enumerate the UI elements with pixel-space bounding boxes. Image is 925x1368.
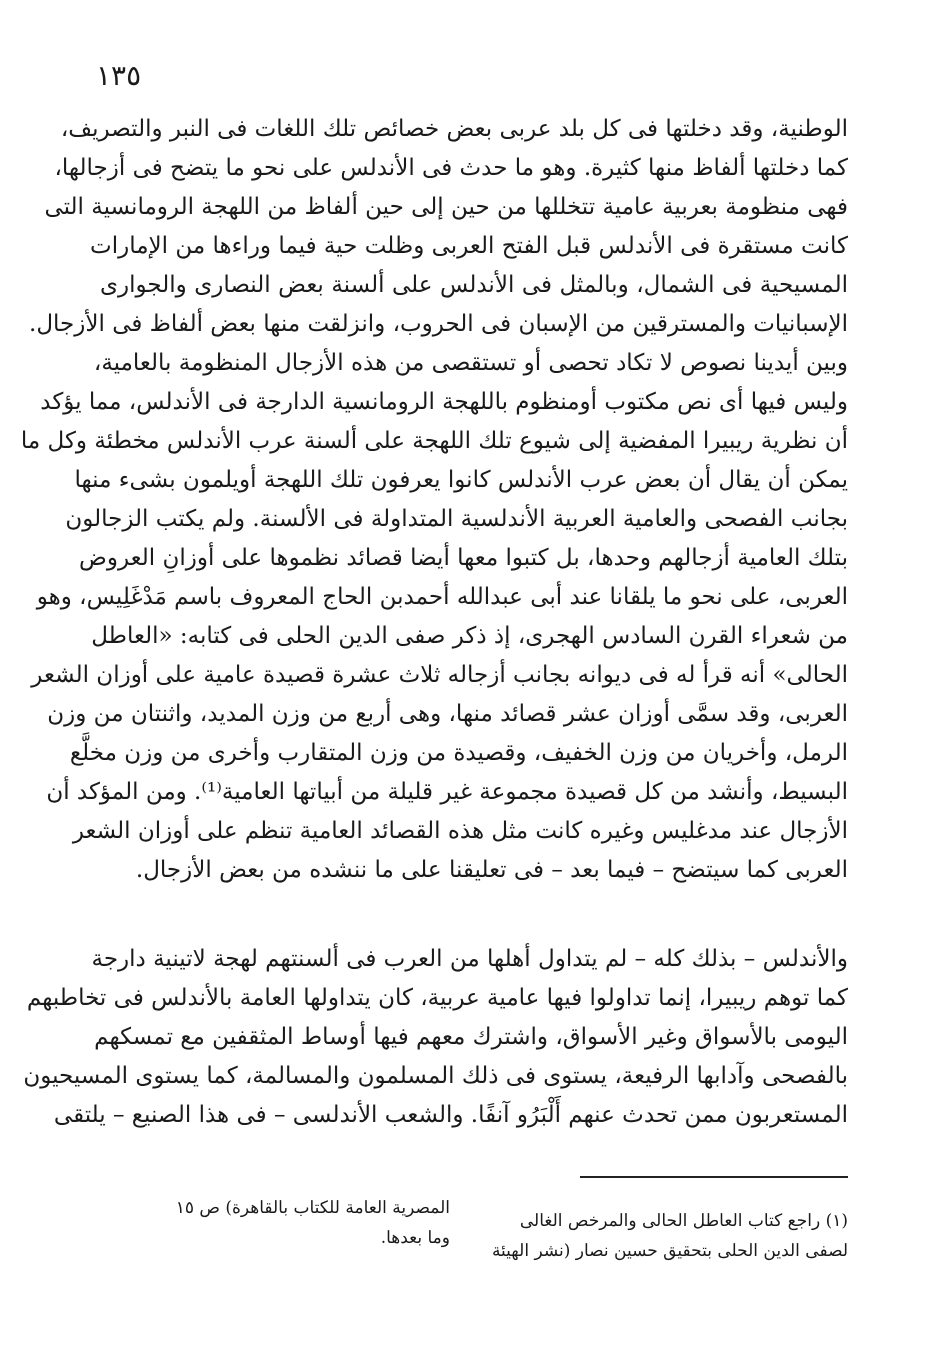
text-line: المسيحية فى الشمال، وبالمثل فى الأندلس على ألسنة بعض النصارى والجوارى (100, 272, 848, 298)
text-line: كما دخلتها ألفاظ منها كثيرة. وهو ما حدث فى الأندلس على نحو ما يتضح فى أزجالها، (54, 155, 848, 181)
text-line: فهى منظومة بعربية عامية تتخللها من حين إلى حين ألفاظ من اللهجة الرومانسية التى (44, 194, 848, 220)
text-line: وبين أيدينا نصوص لا تكاد تحصى أو تستقصى من هذه الأزجال المنظومة بالعامية، (93, 350, 848, 376)
text-line: العربى، وقد سمَّى أوزان عشر قصائد منها، وهى أربع من وزن المديد، واثنتان من وزن (47, 701, 848, 727)
text-line: كما توهم ريبيرا، إنما تداولوا فيها عامية عربية، كان يتداولها العامة بالأندلس فى تخاطبهم (26, 985, 848, 1011)
paragraph-2 (23, 940, 848, 1135)
footnote-line: (١) راجع كتاب العاطل الحالى والمرخص الغالى (519, 1211, 848, 1231)
text-line: الرمل، وأخريان من وزن الخفيف، وقصيدة من وزن المتقارب وأخرى من وزن مخلَّع (69, 740, 848, 766)
footnote-line: وما بعدها. (380, 1228, 450, 1248)
text-line: بالفصحى وآدابها الرفيعة، يستوى فى ذلك المسلمون والمسالمة، كما يستوى المسيحيون (23, 1063, 848, 1089)
text-line: يمكن أن يقال أن بعض عرب الأندلس كانوا يعرفون تلك اللهجة أويلمون بشىء منها (74, 467, 848, 493)
paragraph-1 (20, 110, 848, 890)
text-line: المستعربون ممن تحدث عنهم أَلْبَرُو آنفًا. والشعب الأندلسى – فى هذا الصنيع – يلتقى (53, 1102, 848, 1128)
text-line: وليس فيها أى نص مكتوب أومنظوم باللهجة الرومانسية الدارجة فى الأندلس، مما يؤكد (40, 389, 848, 415)
page-number: ١٣٥ (96, 59, 142, 92)
text-line: بجانب الفصحى والعامية العربية الأندلسية المتداولة فى الألسنة. ولم يكتب الزجالون (65, 506, 848, 532)
text-line: أن نظرية ريبيرا المفضية إلى شيوع تلك اللهجة على ألسنة عرب الأندلس مخطئة وكل ما (20, 428, 848, 454)
footnote-divider (580, 1176, 848, 1178)
text-line: العربى كما سيتضح – فيما بعد – فى تعليقنا على ما ننشده من بعض الأزجال. (135, 857, 848, 883)
footnote-line: المصرية العامة للكتاب بالقاهرة) ص ١٥ (175, 1198, 450, 1218)
text-line: الإسبانيات والمسترقين من الإسبان فى الحروب، وانزلقت منها بعض ألفاظ فى الأزجال. (29, 311, 848, 337)
text-line: البسيط، وأنشد من كل قصيدة مجموعة غير قليلة من أبياتها العامية⁽¹⁾. ومن المؤكد أن (46, 779, 848, 805)
text-line: الأزجال عند مدغليس وغيره كانت مثل هذه القصائد العامية تنظم على أوزان الشعر (72, 818, 848, 844)
footnote-left-column (100, 1193, 450, 1253)
footnote-line: لصفى الدين الحلى بتحقيق حسين نصار (نشر الهيئة (491, 1241, 848, 1261)
text-line: الوطنية، وقد دخلتها فى كل بلد عربى بعض خصائص تلك اللغات فى النبر والتصريف، (60, 116, 848, 142)
text-line: اليومى بالأسواق وغير الأسواق، واشترك معهم فيها أوساط المثقفين مع تمسكهم (94, 1024, 848, 1050)
text-line: والأندلس – بذلك كله – لم يتداول أهلها من العرب فى ألسنتهم لهجة لاتينية دارجة (91, 946, 848, 972)
text-line: كانت مستقرة فى الأندلس قبل الفتح العربى وظلت حية فيما وراءها من الإمارات (90, 233, 848, 259)
text-line: من شعراء القرن السادس الهجرى، إذ ذكر صفى الدين الحلى فى كتابه: «العاطل (91, 623, 848, 649)
text-line: بتلك العامية أزجالهم وحدها، بل كتبوا معها أيضا قصائد نظموها على أوزانِ العروض (79, 545, 848, 571)
text-line: الحالى» أنه قرأ له فى ديوانه بجانب أزجاله ثلاث عشرة قصيدة عامية على أوزان الشعر (31, 662, 848, 688)
footnote-right-column (488, 1206, 848, 1266)
text-line: العربى، على نحو ما يلقانا عند أبى عبدالله أحمدبن الحاج المعروف باسم مَدْغَلِيس، وهو (36, 584, 848, 610)
